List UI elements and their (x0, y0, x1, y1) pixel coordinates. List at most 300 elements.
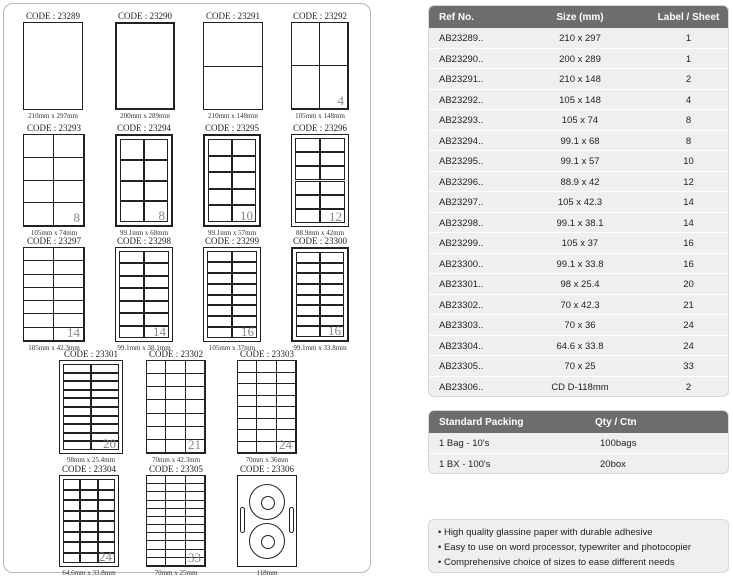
label-sheet-diagram (146, 475, 206, 567)
label-layout-item (23, 236, 85, 355)
label-cell (120, 181, 144, 202)
label-cell (63, 532, 80, 543)
packing-table-header (429, 411, 728, 433)
label-cell (63, 407, 91, 416)
label-cell (296, 284, 320, 295)
label-cell (23, 274, 54, 288)
label-cell (80, 500, 97, 511)
label-cell (144, 139, 168, 160)
label-cell (203, 66, 263, 67)
label-cell (146, 557, 166, 566)
size-mm: 99.1 x 38.1 (556, 217, 604, 229)
label-cell (98, 490, 115, 501)
label-cell (165, 373, 185, 387)
label-cell (146, 373, 166, 387)
label-code: CODE : 23293 (27, 123, 81, 133)
ref-no: AB23296.. (439, 176, 484, 188)
label-per-sheet: 4 (685, 94, 692, 106)
ref-no: AB23294.. (439, 135, 484, 147)
label-cell (63, 424, 91, 433)
label-cell (319, 22, 348, 66)
feature-item: • High quality glassine paper with durable adhesive (438, 527, 653, 538)
header-label-sheet: Label / Sheet (657, 12, 720, 23)
label-cell (23, 327, 54, 341)
label-size: 105mm x 148mm (295, 112, 345, 120)
ref-no: AB23302.. (439, 299, 484, 311)
label-cell (256, 441, 276, 454)
label-cell (146, 399, 166, 413)
label-cell (296, 273, 320, 284)
label-code: CODE : 23292 (293, 11, 347, 21)
label-count: 14 (67, 325, 80, 340)
label-cell (295, 166, 320, 180)
label-per-sheet: 16 (683, 258, 694, 270)
label-cell (80, 490, 97, 501)
label-cell (296, 316, 320, 327)
label-layout-item (291, 11, 349, 123)
spec-table-header (429, 6, 728, 28)
label-cell (146, 426, 166, 440)
label-cell (23, 157, 54, 181)
ref-no: AB23289.. (439, 33, 484, 44)
label-layout-item (115, 236, 173, 355)
label-per-sheet: 21 (683, 299, 694, 311)
label-cell (63, 490, 80, 501)
label-sheet-diagram (291, 22, 349, 110)
label-layout-item (146, 349, 206, 467)
size-mm: 105 x 148 (559, 94, 601, 106)
label-cell (296, 326, 320, 337)
label-size: 64.6mm x 33.8mm (62, 569, 116, 577)
label-per-sheet: 14 (683, 197, 694, 208)
label-cell (23, 313, 54, 327)
spec-row (429, 356, 728, 377)
label-cell (98, 500, 115, 511)
label-sheet-diagram (237, 360, 297, 454)
label-cell (185, 399, 205, 413)
label-cell (80, 521, 97, 532)
label-sheet-diagram (23, 134, 85, 227)
label-code: CODE : 23290 (118, 11, 172, 21)
label-cell (120, 139, 144, 160)
label-cell (63, 542, 80, 553)
label-cell (232, 189, 256, 206)
label-cell (165, 399, 185, 413)
label-size: 200mm x 289mm (120, 112, 170, 120)
label-code: CODE : 23304 (62, 464, 116, 474)
label-cell (53, 157, 84, 181)
spec-row (429, 274, 728, 295)
label-cell (165, 360, 185, 374)
label-cell (144, 160, 168, 181)
label-cell (91, 381, 119, 390)
label-per-sheet: 2 (685, 74, 692, 85)
label-per-sheet: 14 (683, 217, 694, 229)
size-mm: 200 x 289 (559, 53, 601, 65)
label-cell (207, 327, 232, 338)
label-layout-item (115, 123, 173, 240)
label-sheet-diagram (115, 22, 175, 110)
label-code: CODE : 23299 (205, 236, 259, 246)
label-size: 70mm x 42.3mm (151, 456, 201, 464)
label-cell (320, 284, 344, 295)
label-per-sheet: 2 (685, 381, 692, 393)
size-mm: 70 x 42.3 (560, 299, 600, 311)
label-cell (119, 288, 144, 300)
label-cell (119, 326, 144, 338)
ref-no: AB23291.. (439, 74, 484, 85)
label-cell (295, 152, 320, 166)
label-cell (291, 22, 320, 66)
ref-no: AB23303.. (439, 320, 484, 331)
label-sheet-diagram (237, 475, 297, 567)
size-mm: 105 x 37 (561, 238, 599, 249)
cd-label-hole (261, 496, 275, 510)
spec-row (429, 192, 728, 213)
label-cell (63, 511, 80, 522)
feature-item: • Easy to use on word processor, typewriter and photocopier (438, 542, 692, 553)
label-cell (119, 301, 144, 313)
label-cell (23, 287, 54, 301)
label-size: 118mm (256, 569, 278, 577)
spec-row (429, 90, 728, 111)
header-standard-packing: Standard Packing (439, 417, 524, 428)
label-layout-item (23, 11, 83, 123)
label-cell (207, 305, 232, 316)
features-box (428, 519, 729, 573)
label-cell (320, 273, 344, 284)
label-per-sheet: 12 (683, 176, 694, 188)
spec-row (429, 131, 728, 152)
label-cell (295, 138, 320, 152)
packing-table (428, 410, 729, 474)
label-size: 99.1mm x 57mm (207, 229, 257, 237)
label-cell (208, 139, 232, 156)
spec-row (429, 336, 728, 357)
label-cell (320, 252, 344, 263)
label-cell (320, 305, 344, 316)
label-cell (53, 287, 84, 301)
label-layout-item (203, 236, 261, 355)
label-count: 16 (328, 323, 341, 338)
label-count: 24 (279, 437, 292, 452)
label-size: 70mm x 36mm (245, 456, 289, 464)
packing-qty: 20box (600, 458, 626, 470)
label-cell (120, 160, 144, 181)
label-layout-item (237, 349, 297, 467)
label-cell (98, 521, 115, 532)
label-cell (23, 134, 54, 158)
label-cell (91, 416, 119, 425)
label-cell (185, 413, 205, 427)
label-size: 70mm x 25mm (154, 569, 198, 577)
spec-row (429, 233, 728, 254)
label-code: CODE : 23302 (149, 349, 203, 359)
cd-side-strip (240, 507, 245, 533)
label-cell (63, 441, 91, 450)
label-count: 24 (99, 549, 112, 564)
label-sheet-diagram (59, 475, 119, 567)
label-cell (80, 542, 97, 553)
label-cell (119, 276, 144, 288)
ref-no: AB23290.. (439, 53, 484, 65)
label-size: 105mm x 74mm (30, 229, 78, 237)
ref-no: AB23306.. (439, 381, 484, 393)
label-size: 98mm x 25.4mm (66, 456, 116, 464)
size-mm: CD D-118mm (551, 381, 609, 393)
spec-row (429, 377, 728, 397)
label-cell (23, 260, 54, 274)
label-layout-item (146, 464, 206, 580)
label-per-sheet: 10 (683, 156, 694, 167)
label-cell (91, 407, 119, 416)
label-cell (91, 390, 119, 399)
label-sheet-diagram (203, 134, 261, 227)
label-cell (53, 274, 84, 288)
label-size: 99.1mm x 33.8mm (293, 344, 347, 352)
label-cell (208, 205, 232, 222)
label-cell (320, 263, 344, 274)
label-count: 14 (153, 324, 166, 339)
ref-no: AB23298.. (439, 217, 484, 229)
label-cell (237, 441, 257, 454)
label-cell (119, 313, 144, 325)
label-sheet-diagram (203, 22, 263, 110)
label-code: CODE : 23289 (26, 11, 80, 21)
label-layout-panel (3, 3, 371, 577)
label-cell (165, 386, 185, 400)
label-cell (144, 276, 169, 288)
label-sheet-diagram (115, 134, 173, 227)
label-cell (53, 260, 84, 274)
size-mm: 88.9 x 42 (560, 176, 600, 188)
label-cell (80, 553, 97, 564)
ref-no: AB23297.. (439, 197, 484, 208)
label-sheet-diagram (291, 247, 349, 342)
label-cell (146, 439, 166, 453)
label-cell (185, 386, 205, 400)
label-cell (144, 288, 169, 300)
size-mm: 99.1 x 68 (560, 135, 600, 147)
size-mm: 99.1 x 57 (560, 156, 600, 167)
ref-no: AB23293.. (439, 115, 484, 126)
label-code: CODE : 23300 (293, 236, 347, 246)
label-cell (207, 251, 232, 262)
label-cell (91, 424, 119, 433)
label-sheet-diagram (59, 360, 123, 454)
label-cell (63, 479, 80, 490)
ref-no: AB23299.. (439, 238, 484, 249)
label-cell (232, 295, 257, 306)
feature-item: • Comprehensive choice of sizes to ease different needs (438, 557, 675, 568)
label-cell (232, 305, 257, 316)
label-cell (98, 479, 115, 490)
label-code: CODE : 23297 (27, 236, 81, 246)
label-cell (295, 195, 320, 209)
size-mm: 70 x 36 (564, 320, 596, 331)
ref-no: AB23295.. (439, 156, 484, 167)
label-cell (296, 263, 320, 274)
label-size: 210mm x 148mm (208, 112, 258, 120)
packing-qty: 100bags (600, 438, 637, 449)
label-cell (63, 373, 91, 382)
spec-row (429, 49, 728, 70)
label-count: 20 (103, 436, 116, 451)
label-cell (119, 263, 144, 275)
label-size: 105mm x 37mm (208, 344, 256, 352)
label-layout-item (115, 11, 175, 123)
label-cell (23, 202, 54, 226)
packing-row (429, 454, 728, 474)
label-size: 99.1mm x 68mm (119, 229, 169, 237)
label-count: 12 (329, 209, 342, 224)
label-cell (296, 295, 320, 306)
size-mm: 98 x 25.4 (560, 279, 600, 290)
label-cell (120, 201, 144, 222)
label-count: 8 (73, 210, 80, 225)
label-code: CODE : 23298 (117, 236, 171, 246)
label-cell (144, 301, 169, 313)
label-cell (165, 557, 185, 566)
label-cell (53, 134, 84, 158)
label-code: CODE : 23301 (64, 349, 118, 359)
label-cell (53, 247, 84, 261)
size-mm: 210 x 148 (559, 74, 601, 85)
spec-row (429, 254, 728, 275)
label-cell (207, 284, 232, 295)
label-count: 16 (241, 324, 254, 339)
spec-row (429, 28, 728, 49)
label-cell (208, 172, 232, 189)
label-cell (119, 251, 144, 263)
label-cell (63, 521, 80, 532)
label-sheet-diagram (23, 247, 85, 342)
size-mm: 64.6 x 33.8 (556, 340, 604, 352)
cd-label-hole (261, 535, 275, 549)
label-count: 4 (337, 93, 344, 108)
label-cell (98, 532, 115, 543)
label-cell (63, 553, 80, 564)
label-layout-item (203, 123, 261, 240)
label-cell (91, 364, 119, 373)
label-cell (320, 295, 344, 306)
spec-row (429, 315, 728, 336)
ref-no: AB23300.. (439, 258, 484, 270)
label-size: 99.1mm x 38.1mm (117, 344, 171, 352)
cd-label-disc (249, 523, 285, 559)
label-per-sheet: 24 (683, 340, 694, 352)
label-cell (63, 381, 91, 390)
label-cell (320, 166, 345, 180)
label-per-sheet: 20 (683, 279, 694, 290)
label-code: CODE : 23303 (240, 349, 294, 359)
label-cell (165, 426, 185, 440)
label-cell (53, 180, 84, 204)
label-cell (144, 263, 169, 275)
label-count: 33 (188, 550, 201, 565)
size-mm: 99.1 x 33.8 (556, 258, 604, 270)
label-cell (295, 181, 320, 195)
label-cell (63, 364, 91, 373)
label-cell (63, 433, 91, 442)
label-per-sheet: 16 (683, 238, 694, 249)
label-cell (165, 439, 185, 453)
label-cell (146, 360, 166, 374)
label-cell (23, 300, 54, 314)
label-cell (146, 413, 166, 427)
label-layout-item (59, 464, 119, 580)
label-layout-item (23, 123, 85, 240)
spec-row (429, 151, 728, 172)
header-size: Size (mm) (556, 12, 604, 23)
label-cell (207, 316, 232, 327)
label-cell (91, 373, 119, 382)
label-cell (80, 532, 97, 543)
label-count: 21 (188, 437, 201, 452)
label-sheet-diagram (203, 247, 261, 342)
label-size: 88.9mm x 42mm (295, 229, 345, 237)
label-cell (185, 373, 205, 387)
label-cell (291, 65, 320, 109)
label-count: 10 (240, 208, 253, 223)
spec-row (429, 213, 728, 234)
label-size: 105mm x 42.3mm (28, 344, 80, 352)
label-cell (23, 247, 54, 261)
label-cell (185, 360, 205, 374)
label-cell (80, 479, 97, 490)
label-cell (320, 138, 345, 152)
label-code: CODE : 23306 (240, 464, 294, 474)
label-per-sheet: 8 (685, 115, 692, 126)
label-cell (165, 413, 185, 427)
label-cell (63, 416, 91, 425)
spec-row (429, 295, 728, 316)
label-layout-item (59, 349, 123, 467)
label-cell (144, 181, 168, 202)
spec-row (429, 110, 728, 131)
label-code: CODE : 23291 (206, 11, 260, 21)
label-cell (295, 209, 320, 223)
label-layout-item (203, 11, 263, 123)
label-cell (91, 398, 119, 407)
label-cell (53, 300, 84, 314)
label-sheet-diagram (115, 247, 173, 342)
size-mm: 105 x 42.3 (557, 197, 603, 208)
ref-no: AB23304.. (439, 340, 484, 352)
label-code: CODE : 23305 (149, 464, 203, 474)
size-mm: 70 x 25 (564, 361, 596, 372)
ref-no: AB23292.. (439, 94, 484, 106)
header-ref-no: Ref No. (439, 12, 474, 23)
label-sheet-diagram (146, 360, 206, 454)
label-cell (232, 139, 256, 156)
size-mm: 105 x 74 (561, 115, 599, 126)
label-cell (320, 152, 345, 166)
label-per-sheet: 1 (685, 33, 692, 44)
label-sheet-diagram (23, 22, 83, 110)
spec-row (429, 172, 728, 193)
header-qty-ctn: Qty / Ctn (595, 417, 637, 428)
packing-row (429, 433, 728, 454)
label-layout-item (237, 464, 297, 580)
label-per-sheet: 24 (683, 320, 694, 331)
label-size: 210mm x 297mm (28, 112, 78, 120)
spec-table-body (429, 28, 728, 396)
label-cell (232, 262, 257, 273)
packing-type: 1 BX - 100's (439, 458, 491, 470)
cd-side-strip (289, 507, 294, 533)
label-cell (320, 181, 345, 195)
